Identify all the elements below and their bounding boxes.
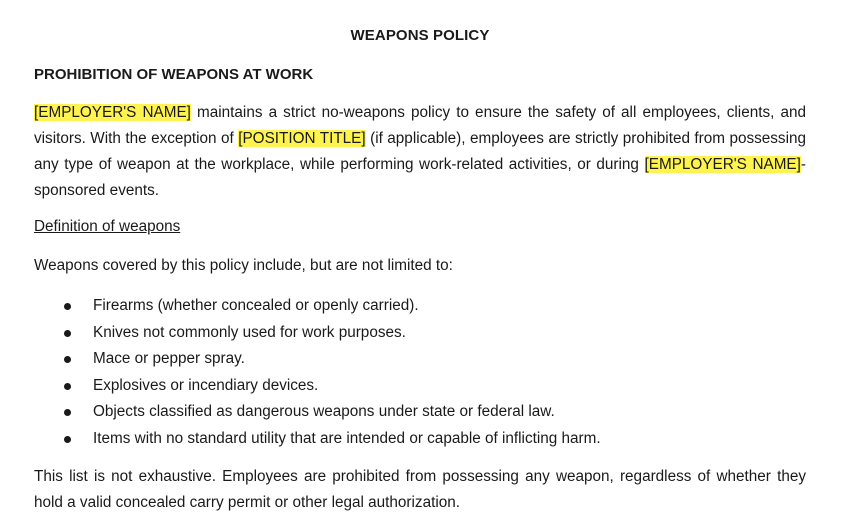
intro-text-part-3: -sponsored events. — [34, 156, 806, 199]
definition-lead-in: Weapons covered by this policy include, but are not limited to: — [34, 257, 453, 274]
intro-text-part-1: maintains a strict no-weapons policy to ensure the safety of all employees, clients, and visitors. With the exception of — [34, 104, 806, 147]
document-title: WEAPONS POLICY — [350, 27, 490, 44]
bullet-icon — [64, 383, 71, 390]
list-item-text: Firearms (whether concealed or openly carried). — [93, 297, 419, 314]
list-item-text: Explosives or incendiary devices. — [93, 376, 319, 394]
intro-paragraph — [34, 100, 806, 204]
intro-text-part-2: (if applicable), employees are strictly prohibited from possessing any type of weapon at the workplace, while performing work-related activities, or during — [34, 130, 806, 173]
closing-paragraph: This list is not exhaustive. Employees are prohibited from possessing any weapon, regardless of whether they hold a valid concealed carry permit or other legal authorization. — [34, 468, 806, 511]
list-item-text: Items with no standard utility that are intended or capable of inflicting harm. — [93, 429, 601, 447]
position-title-placeholder: [POSITION TITLE] — [238, 130, 366, 147]
bullet-icon — [64, 356, 71, 363]
employer-name-placeholder-2: [EMPLOYER'S NAME] — [644, 156, 801, 173]
employer-name-placeholder: [EMPLOYER'S NAME] — [34, 104, 191, 121]
list-item-text: Knives not commonly used for work purposes. — [93, 323, 406, 341]
list-item-text: Mace or pepper spray. — [93, 350, 245, 367]
definition-heading: Definition of weapons — [34, 218, 181, 235]
bullet-icon — [64, 436, 71, 443]
bullet-icon — [64, 330, 71, 337]
bullet-icon — [64, 409, 71, 416]
list-item-text: Objects classified as dangerous weapons under state or federal law. — [93, 403, 555, 420]
bullet-icon — [64, 303, 71, 310]
section-heading: PROHIBITION OF WEAPONS AT WORK — [34, 66, 314, 83]
